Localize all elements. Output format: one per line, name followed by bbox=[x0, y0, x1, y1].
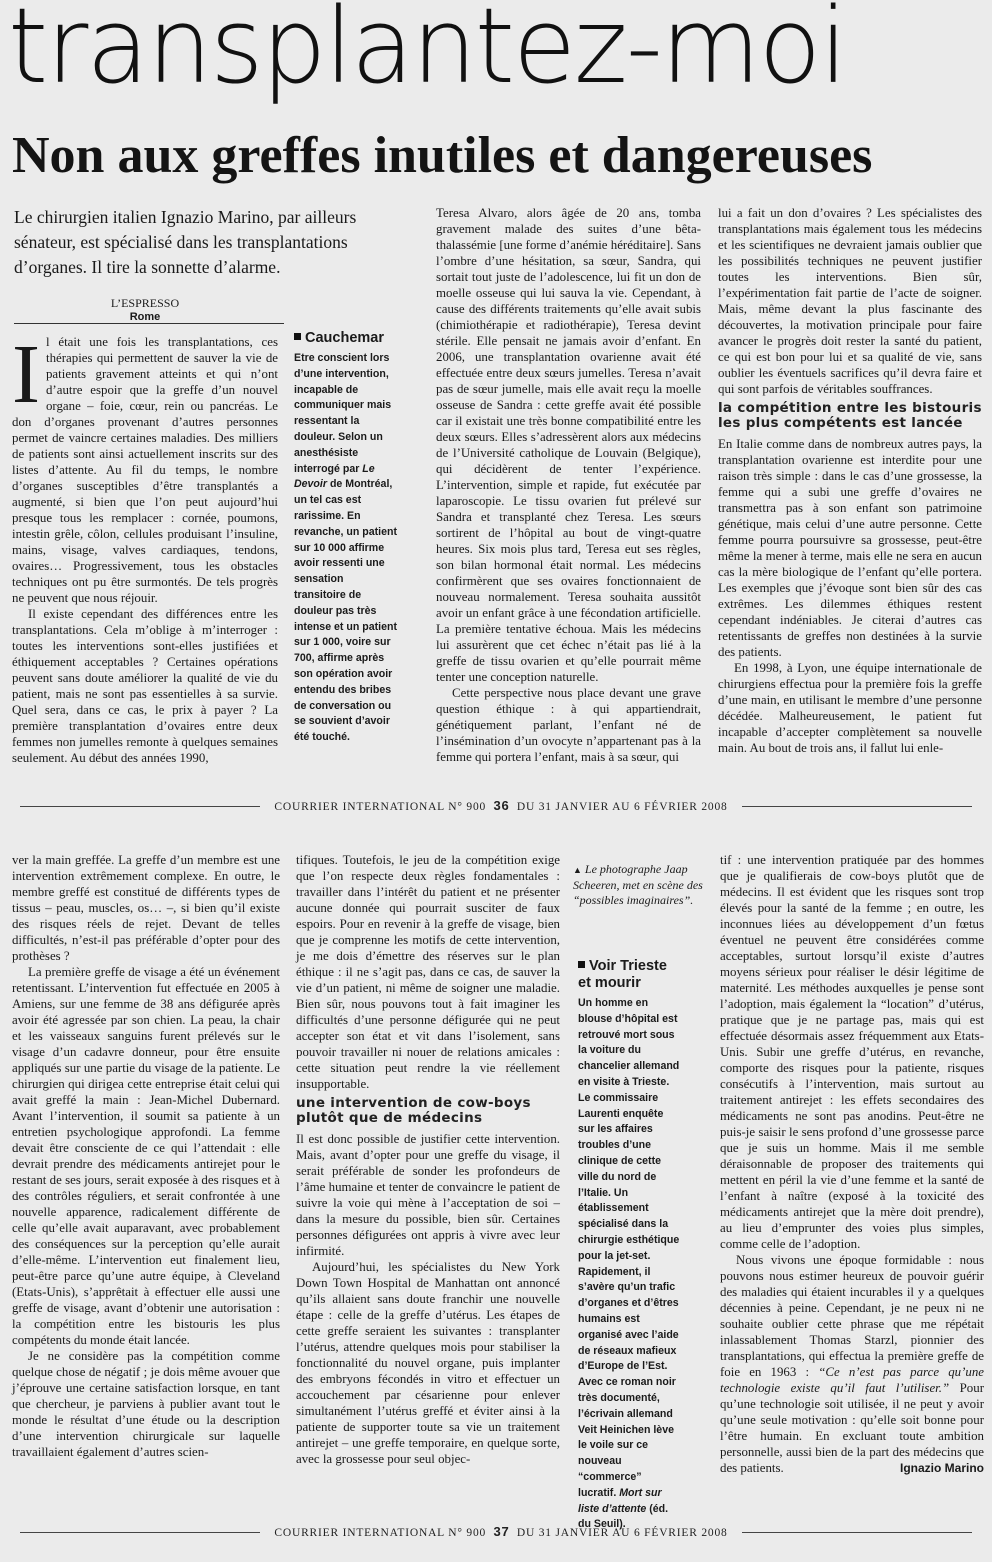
standfirst: Le chirurgien italien Ignazio Marino, par ailleurs sénateur, est spécialisé dans les transplantations d’organes. Il tire la sonnette d’alarme. bbox=[14, 207, 357, 277]
p36-column-2 bbox=[436, 205, 701, 780]
p37-column-3 bbox=[720, 852, 984, 1522]
footer-dates: DU 31 JANVIER AU 6 FÉVRIER 2008 bbox=[516, 1527, 728, 1539]
source-city: Rome bbox=[129, 311, 161, 323]
subheading: la compétition entre les bistouris les plus compétents est lancée bbox=[718, 400, 982, 431]
footer-rule-left bbox=[20, 806, 260, 807]
sidebar-title: Voir Trieste et mourir bbox=[578, 958, 667, 991]
paragraph: lui a fait un don d’ovaires ? Les spécialistes des transplantations mais également tous les médecins et les scientifiques ne devraient jamais oublier que les possibilités techniques ne peuvent justifier toutes les interventions. Bien sûr, l’expérimentation fait partie de l’acte de soigner. Mais, même devant la plus fascinante des découvertes, la motivation principale pour faire avancer le progrès doit rester la santé du patient, ce qui est bon pour lui et sa qualité de vie, sans oublier les éventuels sacrifices qu’il devra faire et qui sont parfois de véritables souffrances. bbox=[718, 206, 982, 396]
page-number: 37 bbox=[493, 1524, 510, 1539]
sidebar-text-end: de Montréal, un tel cas est rarissime. En revanche, un patient sur 10 000 affirme avoir ressenti une sensation transitoire de douleur pas très intense et un patient sur 1 000, voire sur 700, affirme après son opération avoir entendu des bribes de conversation ou se souvient d’avoir été touché. bbox=[294, 478, 398, 744]
author-signature: Ignazio Marino bbox=[900, 1461, 984, 1475]
paragraph: Cette perspective nous place devant une grave question éthique : à qui appartiendrait, génétiquement parlant, l’enfant né de l’insémination d’un ovocyte n’appartenant pas à la femme qui portera l’enfant, mais à sa sœur, qui bbox=[436, 686, 701, 764]
sidebar-text: Etre conscient lors d’une intervention, incapable de communiquer mais ressentant la douleur. Selon un anesthésiste interrogé par bbox=[294, 352, 392, 475]
paragraph: tifiques. Toutefois, le jeu de la compétition exige que l’on respecte deux règles fondamentales : travailler dans l’intérêt du patient et ne présenter aucune donnée qui pourrait susciter de faux espoirs. Pour en revenir à la greffe de visage, bien que je comprenne les motifs de cette intervention, je me dois d’émettre des réserves sur le plan éthique : il ne s’agit pas, dans ce cas, de sauver la vie d’un patient, ni même de soigner une maladie. Bien sûr, nous pouvons tout à fait imaginer les difficultés d’une personne défigurée qui ne peut accepter son état et vit dans l’isolement, sans pouvoir travailler ni nouer de relations amicales : cette situation peut rendre la vie réellement insupportable. bbox=[296, 853, 560, 1091]
p37-column-1 bbox=[12, 852, 280, 1522]
paragraph: Teresa Alvaro, alors âgée de 20 ans, tomba gravement malade des suites d’une bêta-thalassémie [une forme d’anémie héréditaire]. Sans l’ombre d’une hésitation, sa sœur, Sandra, qui sortait tout juste de l’adolescence, lui fit un don de moelle osseuse qui lui sauva la vie. Cependant, à cause des différents traitements qu’elle avait subis (chimiothérapie et radiothérapie), Teresa devint stérile. Elle pensait ne jamais avoir d’enfant. En 2006, une transplantation ovarienne avait été effectuée entre deux sœurs jumelles. Teresa n’avait pas de sœur jumelle, mais elle avait reçu la moelle osseuse de Sandra : cette greffe avait été possible car il existait une très bonne compatibilité entre les deux sœurs. Elles s’adressèrent alors aux médecins de l’Université catholique de Louvain (Belgique), qui décidèrent de tenter l’expérience. L’intervention, simple et rapide, fut exécutée par laparoscopie. Le tissu ovarien fut prélevé sur Sandra et transplanté chez Teresa. Les sœurs sortirent de l’hôpital au bout de vingt-quatre heures. Six mois plus tard, Teresa eut ses règles, son bilan hormonal était normal. Les médecins confirmèrent que ses ovaires fonctionnaient de nouveau normalement. Teresa souhaita aussitôt avoir un enfant grâce à une fécondation artificielle. La première tentative échoua. Mais les médecins lui assurèrent que cet échec n’était pas lié à la greffe de tissu ovarien et qu’elle pourrait même tenter une conception naturelle. bbox=[436, 206, 701, 684]
footer-rule-right bbox=[742, 1532, 972, 1533]
headline: Non aux greffes inutiles et dangereuses bbox=[12, 127, 873, 184]
paragraph: La première greffe de visage a été un événement retentissant. L’intervention fut effectuée en 2005 à Amiens, sur une femme de 38 ans défigurée après avoir été agressée par son chien. La peau, la chair et les vaisseaux sanguins furent prélevés sur le visage d’un cadavre donneur, pour être ensuite appliqués sur une partie du visage de la patiente. Le chirurgien qui dirigea cette entreprise était celui qui avait greffé la main : Jean-Michel Dubernard. Avant l’intervention, il soumit sa patiente à un entretien psychologique approfondi. La femme devait être consciente de ce qui l’attendait : elle devrait prendre des médicaments antirejet pour le restant de ses jours, serait exposée à des risques et à des contrôles réguliers, et serait confrontée à une nouvelle apparence, radicalement différente de celle qu’elle avait auparavant, avec probablement des conséquences sur la perception qu’elle aurait d’elle-même. L’intervention eut finalement lieu, peut-être parce qu’une autre équipe, à Cleveland (Etats-Unis), s’apprêtait à effectuer elle aussi une greffe de visage, avant d’obtenir une autorisation : la compétition entre les bistouris les plus compétents du monde était lancée. bbox=[12, 965, 280, 1347]
sidebar-text: Un homme en blouse d’hôpital est retrouvé mort sous la voiture du chancelier allemand en visite à Trieste. Le commissaire Laurenti enquête sur les affaires troubles d’une clinique de cette ville du nord de l’Italie. Un établissement spécialisé dans la chirurgie esthétique pour la jet-set. Rapidement, il s’avère qu’un trafic d’organes et d’êtres humains est organisé avec l’aide de réseaux mafieux d’Europe de l’Est. Avec ce roman noir très documenté, l’écrivain allemand Veit Heinichen lève le voile sur ce nouveau “commerce” lucratif. bbox=[578, 997, 680, 1499]
footer-rule-left bbox=[20, 1532, 260, 1533]
paragraph: Il est donc possible de justifier cette intervention. Mais, avant d’opter pour une greffe du visage, il serait préférable de sonder les profondeurs de l’âme humaine et tenter de convaincre le patient de suivre la voie qui mène à l’acceptation de soi – dans la mesure du possible, bien sûr. Certaines personnes défigurées ont appris à vivre avec leur infirmité. bbox=[296, 1132, 560, 1258]
photo-caption bbox=[573, 862, 703, 908]
paragraph: Aujourd’hui, les spécialistes du New York Down Town Hospital de Manhattan ont annoncé qu’ils allaient sans doute franchir une nouvelle étape : celle de la greffe d’utérus. Les étapes de cette greffe seraient les suivantes : transplanter l’utérus, attendre quelques mois pour stabiliser la fonctionnalité du nouvel organe, puis implanter des embryons fécondés in vitro et effectuer un accouchement par césarienne pour enlever simultanément l’utérus greffé et éviter ainsi à la patiente de supporter toute sa vie un traitement antirejet – une greffe temporaire, en quelque sorte, avec la grossesse pour seul objec- bbox=[296, 1260, 560, 1466]
source-rule bbox=[14, 323, 284, 324]
sidebar-publication: Le Devoir bbox=[294, 462, 375, 491]
page-footer-36 bbox=[0, 796, 992, 816]
p37-column-2 bbox=[296, 852, 560, 1522]
sidebar-book-title: Mort sur liste d’attente bbox=[578, 1486, 662, 1515]
paragraph: En Italie comme dans de nombreux autres pays, la transplantation ovarienne est interdite pour une raison très simple : dans le cas d’une grossesse, la femme qui a subi une greffe d’ovaires ne transmettra pas à son enfant son patrimoine génétique, mais celui d’une autre personne. Cette femme pourra poursuivre sa grossesse, peut-être même la mener à terme, mais elle ne sera en aucun cas la mère biologique de l’enfant qu’elle portera. Les exemples que j’évoque sont bien sûr des cas extrêmes. Les dilemmes éthiques restent cependant indéniables. Je citerai d’autres cas retentissants de greffes non destinées à la survie des patients. bbox=[718, 437, 982, 659]
paragraph: l était une fois les transplantations, ces thérapies qui permettent de sauver la vie de patients gravement atteints et qui n’ont d’autre espoir que la greffe d’un nouvel organe – foie, cœur, rein ou pancréas. Le don d’organes provenant d’autres personnes permet de vaincre certaines maladies. Des milliers de patients sont ainsi actuellement inscrits sur des listes d’attente. Au fil du temps, le nombre d’organes susceptibles d’être transplantés a augmenté, si bien que l’on peut aujourd’hui presque tous les remplacer : cornée, poumons, intestin grêle, côlon, cellules produisant l’insuline, mains, visage, valves cardiaques, tendons, ovaires… Progressivement, tous les obstacles techniques ont pu être surmontés. De tels progrès ne peuvent que nous réjouir. bbox=[12, 335, 278, 605]
caption-arrow-icon: ▲ bbox=[573, 865, 582, 875]
source-publication: L’ESPRESSO bbox=[110, 296, 180, 310]
p36-column-1 bbox=[12, 328, 278, 780]
p36-sidebar bbox=[294, 330, 398, 780]
quote: “Ce n’est pas parce qu’une technologie existe qu’il faut l’utiliser.” bbox=[720, 1365, 984, 1395]
square-bullet-icon bbox=[578, 961, 585, 968]
page-number: 36 bbox=[493, 798, 510, 813]
subheading: une intervention de cow-boys plutôt que de médecins bbox=[296, 1095, 531, 1126]
p37-sidebar bbox=[578, 958, 682, 1531]
footer-publication: COURRIER INTERNATIONAL N° 900 bbox=[274, 801, 487, 813]
page-footer-37 bbox=[0, 1522, 992, 1542]
section-kicker: transplantez-moi bbox=[8, 0, 846, 107]
paragraph: ver la main greffée. La greffe d’un membre est une intervention extrêmement complexe. En outre, le membre greffé est constitué de différents types de tissus – peau, muscles, os… –, si bien qu’il existe des risques réels de rejet. Devant de telles difficultés, n’est-il pas préférable d’opter pour des prothèses ? bbox=[12, 853, 280, 963]
square-bullet-icon bbox=[294, 333, 301, 340]
p36-column-3 bbox=[718, 205, 982, 780]
drop-cap: I bbox=[12, 328, 40, 421]
paragraph: Je ne considère pas la compétition comme quelque chose de négatif ; je dois même avouer que j’éprouve une certaine satisfaction lorsque, en tant que chercheur, je parviens à publier avant tout le monde le résultat d’une étude ou la description d’une intervention chirurgicale sur laquelle travaillaient également d’autres scien- bbox=[12, 1349, 280, 1459]
sidebar-title: Cauchemar bbox=[305, 330, 384, 346]
paragraph-end: Pour qu’une technologie soit utilisée, il ne peut y avoir qu’une seule motivation : qu’elle soit bonne pour l’être humain. En excluant toute ambition personnelle, aussi bien de la part des médecins que des patients. bbox=[720, 1381, 984, 1475]
sidebar-text-end: (éd. du Seuil). bbox=[578, 1502, 669, 1531]
paragraph: tif : une intervention pratiquée par des hommes que je qualifierais de cow-boys plutôt que de médecins. Il est évident que les risques sont trop élevés pour la santé de la femme ; en outre, les inconnues liées au développement d’un fœtus éventuel ne peuvent être considérées comme acceptables, surtout lorsqu’il existe d’autres moyens sérieux pour réaliser le désir légitime de maternité. Les méthodes auxquelles je pense sont l’adoption, mais également la “location” d’utérus, pratique que je ne partage pas, mais qui est effectuée désormais assez fréquemment aux Etats-Unis. Subir une greffe d’utérus, en revanche, comporte des risques pour la patiente, risques consécutifs à l’intervention, mais surtout au traitement antirejet : les effets secondaires des médicaments ne sont pas anodins. Peut-être ne puis-je saisir le sens profond d’une grossesse parce que je suis un homme. Mais il me semble déraisonnable de proposer des traitements qui mettent en péril la vie d’une femme et la santé de l’enfant à naître (exposé à la toxicité des médicaments antirejet que la mère doit prendre), au lieu d’emprunter des voies plus simples, comme celle de l’adoption. bbox=[720, 853, 984, 1251]
paragraph: En 1998, à Lyon, une équipe internationale de chirurgiens effectua pour la première fois la greffe d’une main, en utilisant le membre d’une personne décédée. Malheureusement, le patient fut incapable d’accepter complètement sa nouvelle main. Au bout de trois ans, il fallut lui enle- bbox=[718, 661, 982, 755]
footer-rule-right bbox=[742, 806, 972, 807]
caption-text: Le photographe Jaap Scheeren, met en scène des “possibles imaginaires”. bbox=[573, 862, 703, 907]
paragraph: Il existe cependant des différences entre les transplantations. Cela m’oblige à m’interroger : toutes les interventions sont-elles justifiées et éthiquement acceptables ? Certaines opérations peuvent sans doute améliorer la qualité de vie du patient, mais ne sont pas essentielles à sa survie. Quel sera, dans ce cas, le prix à payer ? La première transplantation d’ovaires entre deux femmes non jumelles remonte à quelques semaines seulement. Au début des années 1990, bbox=[12, 607, 278, 765]
footer-publication: COURRIER INTERNATIONAL N° 900 bbox=[274, 1527, 487, 1539]
paragraph: Nous vivons une époque formidable : nous pouvons nous estimer heureux de pouvoir guérir des maladies qui étaient incurables il y a quelques décennies à peine. Cependant, je ne peux ni ne souhaite oublier cette phrase que me répétait inlassablement Thomas Starzl, pionnier des transplantations, qui effectua la première greffe de foie en 1963 : bbox=[720, 1253, 984, 1379]
footer-dates: DU 31 JANVIER AU 6 FÉVRIER 2008 bbox=[516, 801, 728, 813]
